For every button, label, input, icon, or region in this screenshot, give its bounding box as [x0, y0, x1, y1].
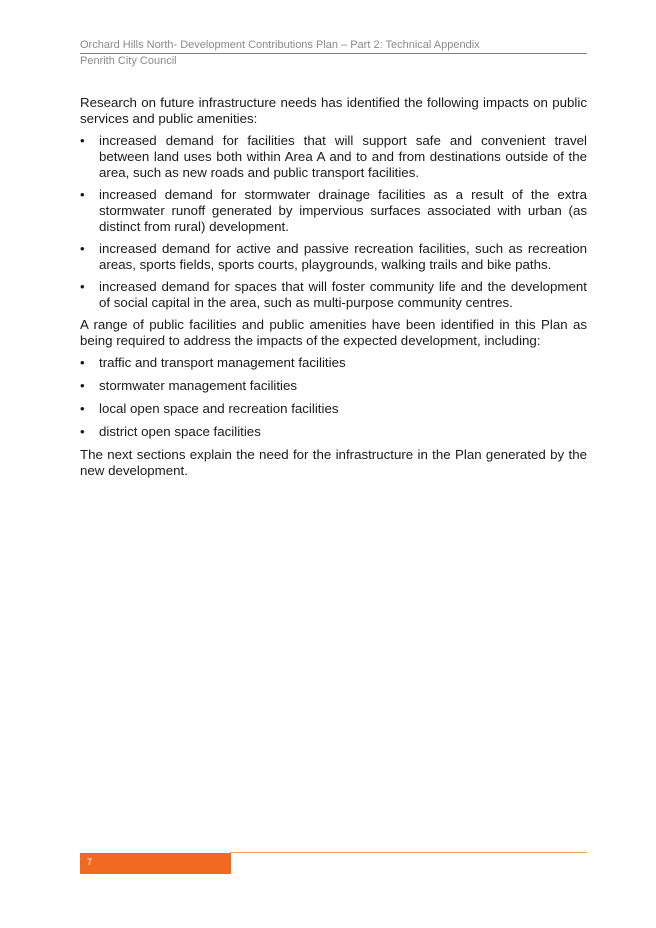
bullet-icon: •	[80, 401, 85, 416]
page-header	[80, 39, 587, 68]
impacts-list	[80, 133, 587, 311]
body-content	[80, 95, 587, 485]
footer-divider	[230, 852, 587, 853]
intro-paragraph: Research on future infrastructure needs has identified the following impacts on public services and public amenities:	[80, 95, 587, 126]
page-footer	[80, 852, 587, 874]
list-item	[80, 133, 587, 181]
list-item-text: increased demand for stormwater drainage facilities as a result of the extra stormwater runoff generated by impervious surfaces associated with urban (as distinct from rural) development.	[99, 187, 587, 234]
bullet-icon: •	[80, 187, 85, 202]
page-number: 7	[87, 857, 93, 867]
document-title: Orchard Hills North- Development Contributions Plan – Part 2: Technical Appendix	[80, 39, 587, 54]
closing-paragraph: The next sections explain the need for the infrastructure in the Plan generated by the new development.	[80, 447, 587, 478]
bullet-icon: •	[80, 133, 85, 148]
list-item	[80, 401, 587, 417]
list-item-text: increased demand for facilities that will support safe and convenient travel between land uses both within Area A and to and from destinations outside of the area, such as new roads and public transport facilities.	[99, 133, 587, 180]
facilities-intro-paragraph: A range of public facilities and public amenities have been identified in this Plan as being required to address the impacts of the expected development, including:	[80, 317, 587, 348]
list-item	[80, 355, 587, 371]
bullet-icon: •	[80, 241, 85, 256]
list-item-text: stormwater management facilities	[99, 378, 298, 393]
list-item	[80, 378, 587, 394]
list-item-text: district open space facilities	[99, 424, 261, 439]
list-item	[80, 241, 587, 273]
list-item-text: increased demand for active and passive recreation facilities, such as recreation areas, sports fields, sports courts, playgrounds, walking trails and bike paths.	[99, 241, 587, 272]
bullet-icon: •	[80, 279, 85, 294]
bullet-icon: •	[80, 378, 85, 393]
list-item-text: local open space and recreation facilities	[99, 401, 339, 416]
bullet-icon: •	[80, 424, 85, 439]
list-item-text: increased demand for spaces that will foster community life and the development of social capital in the area, such as multi-purpose community centres.	[99, 279, 587, 310]
page-number-tab	[80, 853, 231, 874]
list-item-text: traffic and transport management facilities	[99, 355, 346, 370]
facilities-list	[80, 355, 587, 440]
list-item	[80, 279, 587, 311]
bullet-icon: •	[80, 355, 85, 370]
organization-name: Penrith City Council	[80, 55, 177, 67]
list-item	[80, 187, 587, 235]
list-item	[80, 424, 587, 440]
